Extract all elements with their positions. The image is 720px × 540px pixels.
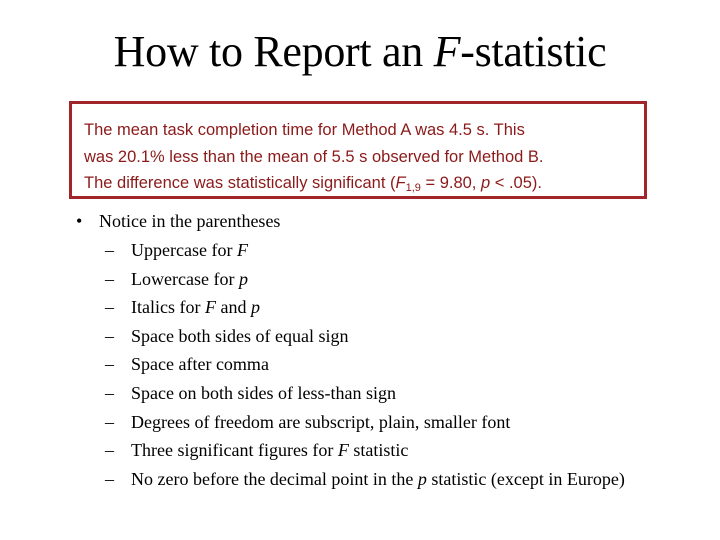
callout-line-1: The mean task completion time for Method A was 4.5 s. This [84,121,525,139]
callout-line-3 [84,170,644,197]
dash-marker: – [105,297,114,318]
item-text: Degrees of freedom are subscript, plain, smaller font [131,411,511,432]
callout-line-3-prefix: The difference was statistically significant ( [84,174,396,192]
dash-marker: – [105,268,114,289]
item-text: Space after comma [131,354,269,375]
list-item [105,265,625,294]
title-italic-f: F [433,27,461,76]
item-text: statistic [348,440,409,461]
list-item [105,436,625,465]
item-text: Space both sides of equal sign [131,325,349,346]
item-text: statistic (except in Europe) [426,468,625,489]
callout-f-value: = 9.80, [420,174,481,192]
item-text: Uppercase for [131,240,237,260]
list-item [105,350,625,379]
list-item [105,379,625,408]
list-item [105,293,625,322]
bullet-marker: • [76,211,83,231]
list-item [105,236,625,265]
item-italic: F [204,297,216,318]
title-suffix: -statistic [460,27,607,76]
callout-f-symbol: F [395,174,406,192]
list-item [105,322,625,351]
bullet-text: Notice in the parentheses [99,211,281,231]
list-item [105,465,625,494]
dash-marker: – [105,240,114,260]
list-item [105,408,625,437]
callout-p-value: < .05). [490,174,542,192]
item-italic: p [250,297,260,318]
dash-marker: – [105,440,114,461]
callout-line-2: was 20.1% less than the mean of 5.5 s observed for Method B. [84,147,544,166]
dash-marker: – [105,468,114,489]
dash-marker: – [105,382,114,403]
bullet-item [76,208,280,234]
item-text: Lowercase for [131,268,239,289]
item-text: and [215,297,251,318]
sub-bullet-list [105,236,625,493]
callout-p-symbol: p [480,174,491,192]
item-text: Space on both sides of less-than sign [131,382,396,403]
slide-title [0,26,720,78]
item-text: Italics for [131,297,205,318]
item-italic: F [337,440,349,461]
title-text: How to Report an [113,27,434,76]
dash-marker: – [105,325,114,346]
dash-marker: – [105,411,114,432]
callout-df-subscript: 1,9 [405,182,421,194]
example-callout-box [69,101,647,199]
item-italic: p [238,268,248,289]
item-text: Three significant figures for [131,440,338,461]
item-italic: F [236,240,248,260]
dash-marker: – [105,354,114,375]
item-italic: p [417,468,427,489]
item-text: No zero before the decimal point in the [131,468,418,489]
